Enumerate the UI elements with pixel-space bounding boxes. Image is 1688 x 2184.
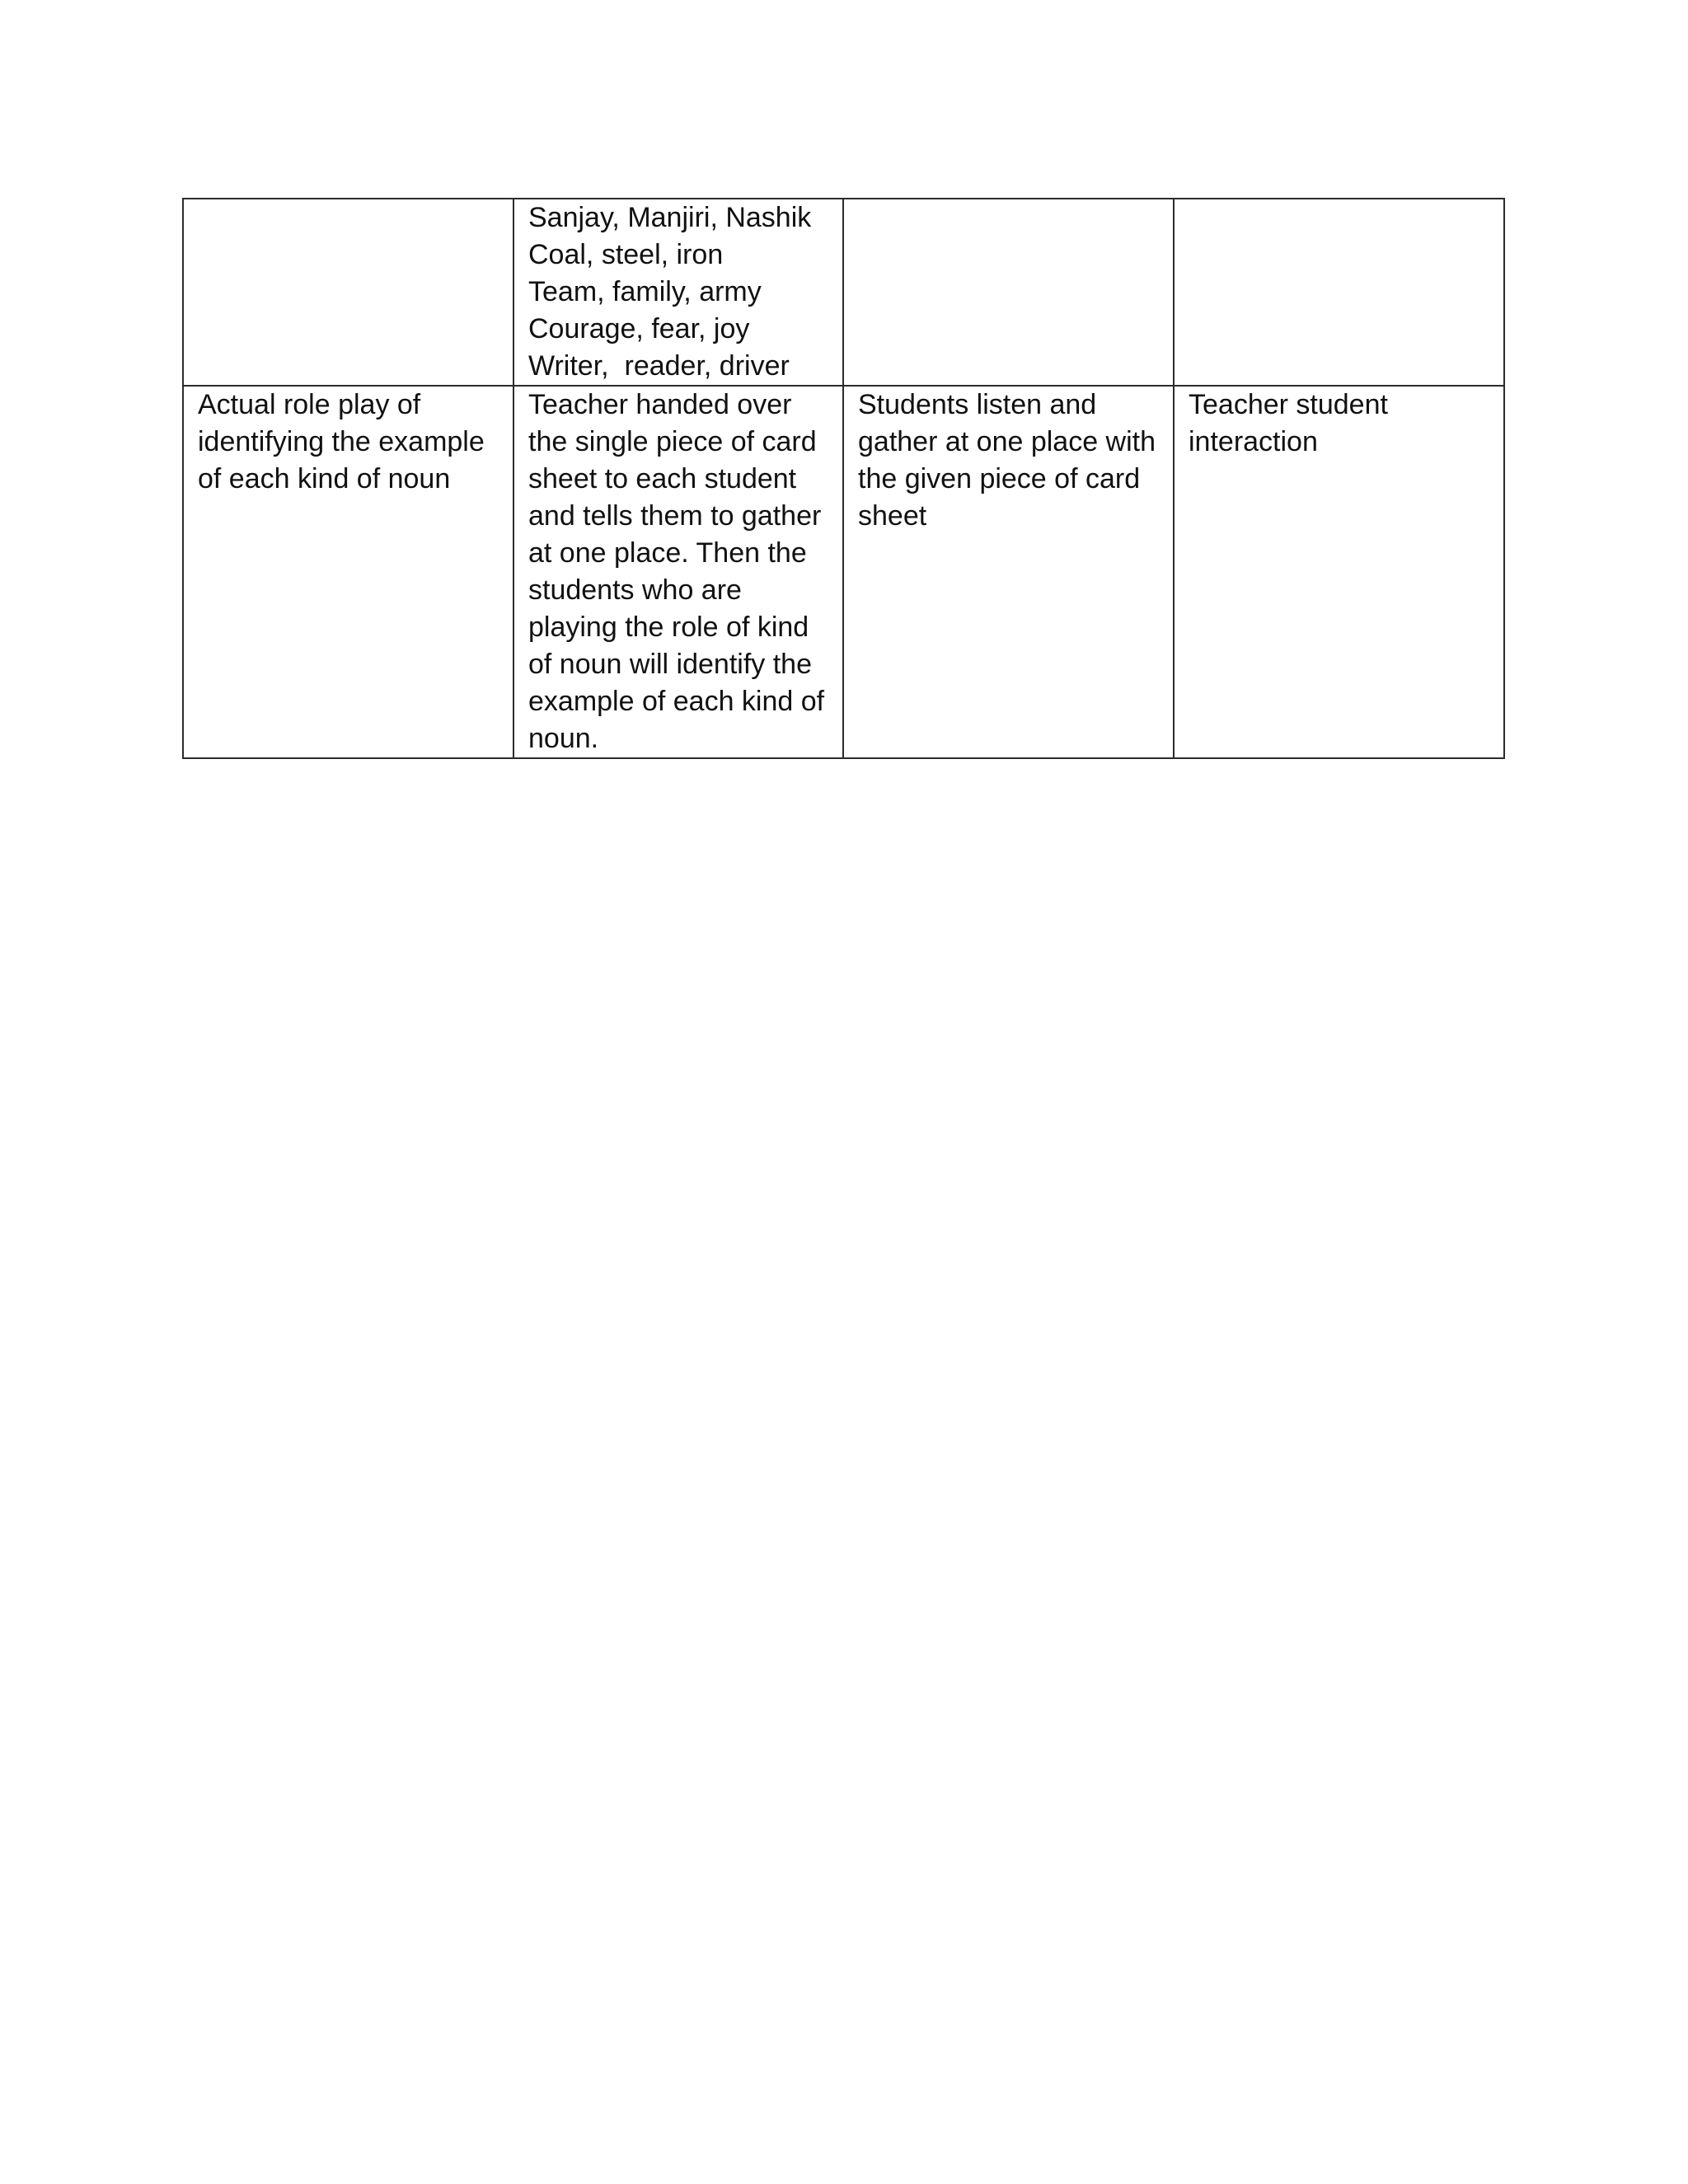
example-line: Coal, steel, iron	[528, 239, 724, 270]
table-cell-method	[1174, 199, 1504, 386]
method-text: Teacher student interaction	[1189, 389, 1388, 457]
table-cell-activity	[183, 386, 513, 758]
table-cell-method	[1174, 386, 1504, 758]
student-activity-text: Students listen and gather at one place with the given piece of card sheet	[858, 389, 1156, 532]
table-row	[183, 199, 1504, 386]
table-cell-teacher-activity	[513, 386, 843, 758]
teacher-activity-text: Teacher handed over the single piece of card sheet to each student and tells them to gather at one place. Then the students who are playing the role of kind of noun will identify the example of each kind of noun.	[528, 389, 825, 754]
table-cell-examples	[513, 199, 843, 386]
lesson-plan-table	[182, 198, 1505, 759]
table-row	[183, 386, 1504, 758]
activity-text: Actual role play of identifying the example of each kind of noun	[198, 389, 485, 494]
table-cell-activity	[183, 199, 513, 386]
table-cell-student-activity	[843, 199, 1174, 386]
example-line: Team, family, army	[528, 276, 762, 307]
example-line: Sanjay, Manjiri, Nashik	[528, 202, 812, 233]
example-line: Writer, reader, driver	[528, 350, 790, 382]
table-cell-student-activity	[843, 386, 1174, 758]
example-line: Courage, fear, joy	[528, 313, 750, 344]
